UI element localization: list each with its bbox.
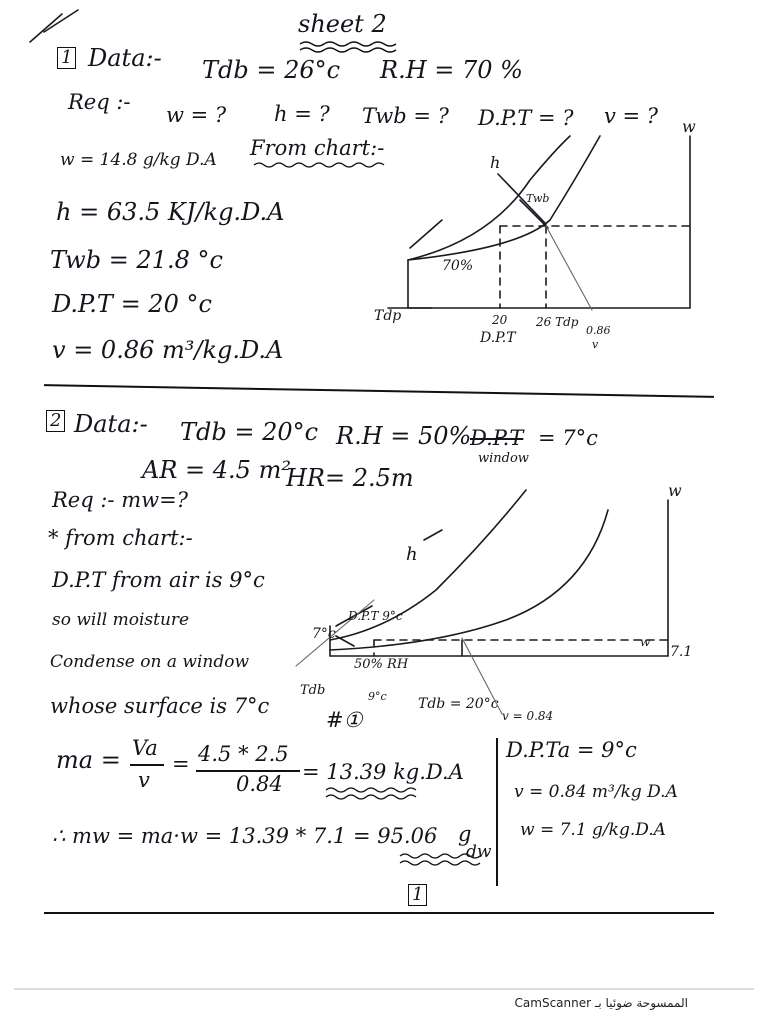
side-summary-bar [496, 738, 498, 886]
chart1-tdp-label: Tdp [374, 308, 402, 324]
problem1-v-result: v = 0.86 m³/kg.D.A [52, 336, 284, 364]
sheet-title: sheet 2 [298, 10, 387, 38]
problem2-line2: so will moisture [52, 610, 190, 630]
problem1-rh: R.H = 70 % [380, 56, 523, 84]
scanner-watermark: CamScanner الممسوحة ضوئيا بـ [514, 996, 688, 1010]
ma-lhs: ma = [56, 746, 121, 774]
chart1-h-label: h [490, 153, 501, 172]
chart2-w-line-label: w [640, 635, 651, 649]
chart1-v-label: v [592, 338, 599, 351]
side-v: v = 0.84 m³/kg D.A [514, 782, 678, 802]
corner-scribble [24, 8, 84, 48]
chart1-dpt-value: 20 [492, 313, 508, 327]
mw-line: ∴ mw = ma·w = 13.39 * 7.1 = 95.06 [52, 824, 438, 848]
problem2-height: HR= 2.5m [286, 464, 414, 492]
chart2-w-value: 7.1 [670, 644, 693, 660]
mw-unit: g [458, 822, 472, 846]
chart2-rh-curve [330, 510, 608, 650]
problem1-from-chart: From chart:- [250, 136, 385, 160]
chart1-v-value: 0.86 [586, 324, 611, 337]
chart2-seven-label: 7°c [312, 626, 336, 642]
chart2-h-label: h [406, 544, 418, 565]
mw-underline [398, 852, 488, 868]
problem1-twb-result: Twb = 21.8 °c [50, 246, 223, 274]
chart1-rh-curve [408, 136, 600, 260]
problem2-area: AR = 4.5 m² [142, 456, 291, 484]
ma-result: = 13.39 kg.D.A [302, 760, 464, 784]
chart1-tdb-value: 26 Tdp [536, 315, 579, 329]
ma-v: v [138, 768, 150, 792]
page-number: 1 [408, 884, 427, 906]
scan-edge [14, 988, 754, 990]
chart2-nine-label: 9°c [368, 690, 387, 703]
problem1-req-h: h = ? [274, 102, 330, 126]
chart2-rh-label: 50% RH [354, 657, 409, 672]
problem2-rh: R.H = 50% [336, 422, 472, 450]
problem1-req-v: v = ? [604, 104, 659, 128]
problem1-number: 1 [57, 47, 76, 69]
ma-va: Va [132, 736, 158, 760]
chart1-twb-label: Twb [526, 192, 550, 205]
chart1-w-label: w [682, 117, 696, 136]
problem1-tdb: Tdb = 26°c [202, 56, 341, 84]
ma-eq: = [172, 752, 190, 776]
problem2-given-label: Data:- [74, 410, 148, 438]
title-underline [298, 40, 408, 54]
side-w: w = 7.1 g/kg.D.A [520, 820, 666, 840]
chart1-rh-label: 70% [442, 258, 474, 274]
problem2-dpt-window-value: = 7°c [538, 426, 598, 450]
ma-num: 4.5 * 2.5 [198, 742, 289, 766]
chart1-frame [408, 136, 690, 308]
ma-fraction-bar-1 [130, 764, 164, 766]
problem1-dpt-result: D.P.T = 20 °c [52, 290, 212, 318]
problem1-req-dpt: D.P.T = ? [478, 106, 574, 130]
problem1-given-label: Data:- [88, 44, 162, 72]
problem2-dpt-struck: D.P.T [470, 426, 524, 450]
psychrometric-chart-1 [370, 117, 710, 351]
ma-den: 0.84 [236, 772, 283, 796]
chart2-dpt-label: D.P.T 9°c [348, 609, 403, 623]
chart2-tdb-value: Tdb = 20°c [418, 696, 499, 712]
side-dpt: D.P.Ta = 9°c [506, 738, 637, 762]
problem1-w-result: w = 14.8 g/kg D.A [60, 150, 217, 170]
problem2-from-chart: * from chart:- [48, 526, 193, 550]
problem2-number: 2 [46, 410, 65, 432]
problem1-req-label: Req :- [68, 90, 131, 114]
chart1-v-line [546, 226, 592, 310]
chart2-tdb-left: Tdb [300, 683, 326, 698]
section-divider [44, 384, 714, 398]
mw-sub: dw [466, 842, 492, 862]
bottom-rule [44, 912, 714, 914]
chart2-w-label: w [668, 481, 682, 500]
chart2-h-arrow [424, 530, 442, 540]
problem2-line4: whose surface is 7°c [50, 694, 270, 718]
problem2-req: Req :- mw=? [52, 488, 188, 512]
problem2-mark: #① [326, 708, 363, 732]
chart1-dpt-text: D.P.T [480, 330, 516, 346]
problem1-req-twb: Twb = ? [362, 104, 449, 128]
problem2-window-note: window [478, 451, 529, 466]
problem2-line1: D.P.T from air is 9°c [52, 568, 265, 592]
problem1-req-w: w = ? [166, 103, 227, 127]
psychrometric-chart-2 [296, 480, 716, 730]
problem2-tdb: Tdb = 20°c [180, 418, 319, 446]
ma-result-underline [324, 786, 424, 802]
problem2-line3: Condense on a window [50, 652, 250, 672]
problem1-h-result: h = 63.5 KJ/kg.D.A [56, 198, 285, 226]
chart1-h-line [410, 220, 442, 248]
chart2-v-value: v = 0.84 [502, 709, 554, 723]
